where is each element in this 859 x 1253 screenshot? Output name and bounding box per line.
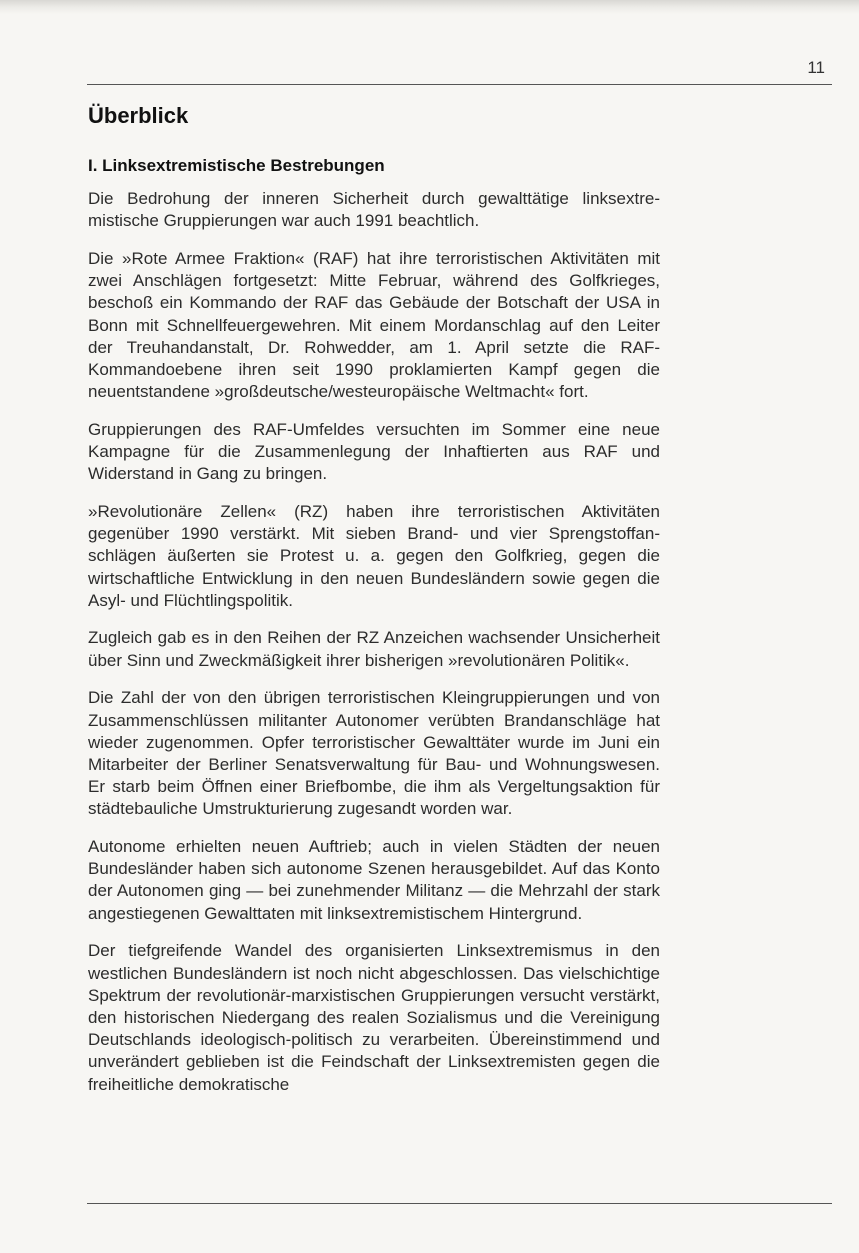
- page-body: [88, 100, 660, 1111]
- paragraph-6: Die Zahl der von den übrigen terroristischen Kleingruppierungen und von Zusammenschlüssen militanter Autonomer verübten Brandanschläge hat wieder zugenommen. Opfer terroristischer Gewalttäter wurde im Juni ein Mitarbeiter der Berliner Senatsverwaltung für Bau- und Wohnungswesen. Er starb beim Öffnen einer Briefbombe, die ihm als Vergeltungsaktion für städtebauliche Umstrukturierung zugesandt worden war.: [88, 688, 660, 819]
- footer-rule: [87, 1203, 832, 1204]
- paragraph-1: Die Bedrohung der inneren Sicherheit durch gewalttätige linksextremistische Gruppierungen war auch 1991 beachtlich.: [88, 189, 660, 231]
- chapter-heading: Überblick: [88, 103, 189, 128]
- paragraph-3: Gruppierungen des RAF-Umfeldes versuchten im Sommer eine neue Kampagne für die Zusammenlegung der Inhaftierten aus RAF und Widerstand in Gang zu bringen.: [88, 419, 660, 484]
- paragraph-4: »Revolutionäre Zellen« (RZ) haben ihre terroristischen Aktivitäten gegenüber 1990 verstärkt. Mit sieben Brand- und vier Sprengstoffanschlägen äußerten sie Protest u. a. gegen den Golfkrieg, gegen die wirtschaftliche Entwicklung in den neuen Bundesländern sowie gegen die Asyl- und Flüchtlingspolitik.: [88, 501, 660, 610]
- section-heading: I. Linksextremistische Bestrebungen: [88, 156, 385, 175]
- paragraph-8: Der tiefgreifende Wandel des organisierten Linksextremismus in den westlichen Bundesländern ist noch nicht abgeschlossen. Das vielschichtige Spektrum der revolutionär-marxistischen Gruppierungen versucht verstärkt, den historischen Niedergang des realen Sozialismus und die Vereinigung Deutschlands ideologisch-politisch zu verarbeiten. Übereinstimmend und unverändert geblieben ist die Feindschaft der Linksextremisten gegen die freiheitliche demokratische: [88, 941, 660, 1094]
- paragraph-5: Zugleich gab es in den Reihen der RZ Anzeichen wachsender Unsicherheit über Sinn und Zweckmäßigkeit ihrer bisherigen »revolutionären Politik«.: [88, 628, 660, 670]
- header-rule: [87, 84, 832, 85]
- scan-edge-shadow: [0, 0, 859, 14]
- paragraph-2: Die »Rote Armee Fraktion« (RAF) hat ihre terroristischen Aktivitäten mit zwei Anschlägen fortgesetzt: Mitte Februar, während des Golfkrieges, beschoß ein Kommando der RAF das Gebäude der Botschaft der USA in Bonn mit Schnellfeuergewehren. Mit einem Mordanschlag auf den Leiter der Treuhandanstalt, Dr. Rohwedder, am 1. April setzte die RAF-Kommandoebene ihren seit 1990 proklamierten Kampf gegen die neuentstandene »großdeutsche/westeuropäische Weltmacht« fort.: [88, 248, 660, 402]
- page-number: 11: [807, 58, 825, 77]
- paragraph-7: Autonome erhielten neuen Auftrieb; auch in vielen Städten der neuen Bundesländer haben sich autonome Szenen herausgebildet. Auf das Konto der Autonomen ging — bei zunehmender Militanz — die Mehrzahl der stark angestiegenen Gewalttaten mit linksextremistischem Hintergrund.: [88, 837, 660, 923]
